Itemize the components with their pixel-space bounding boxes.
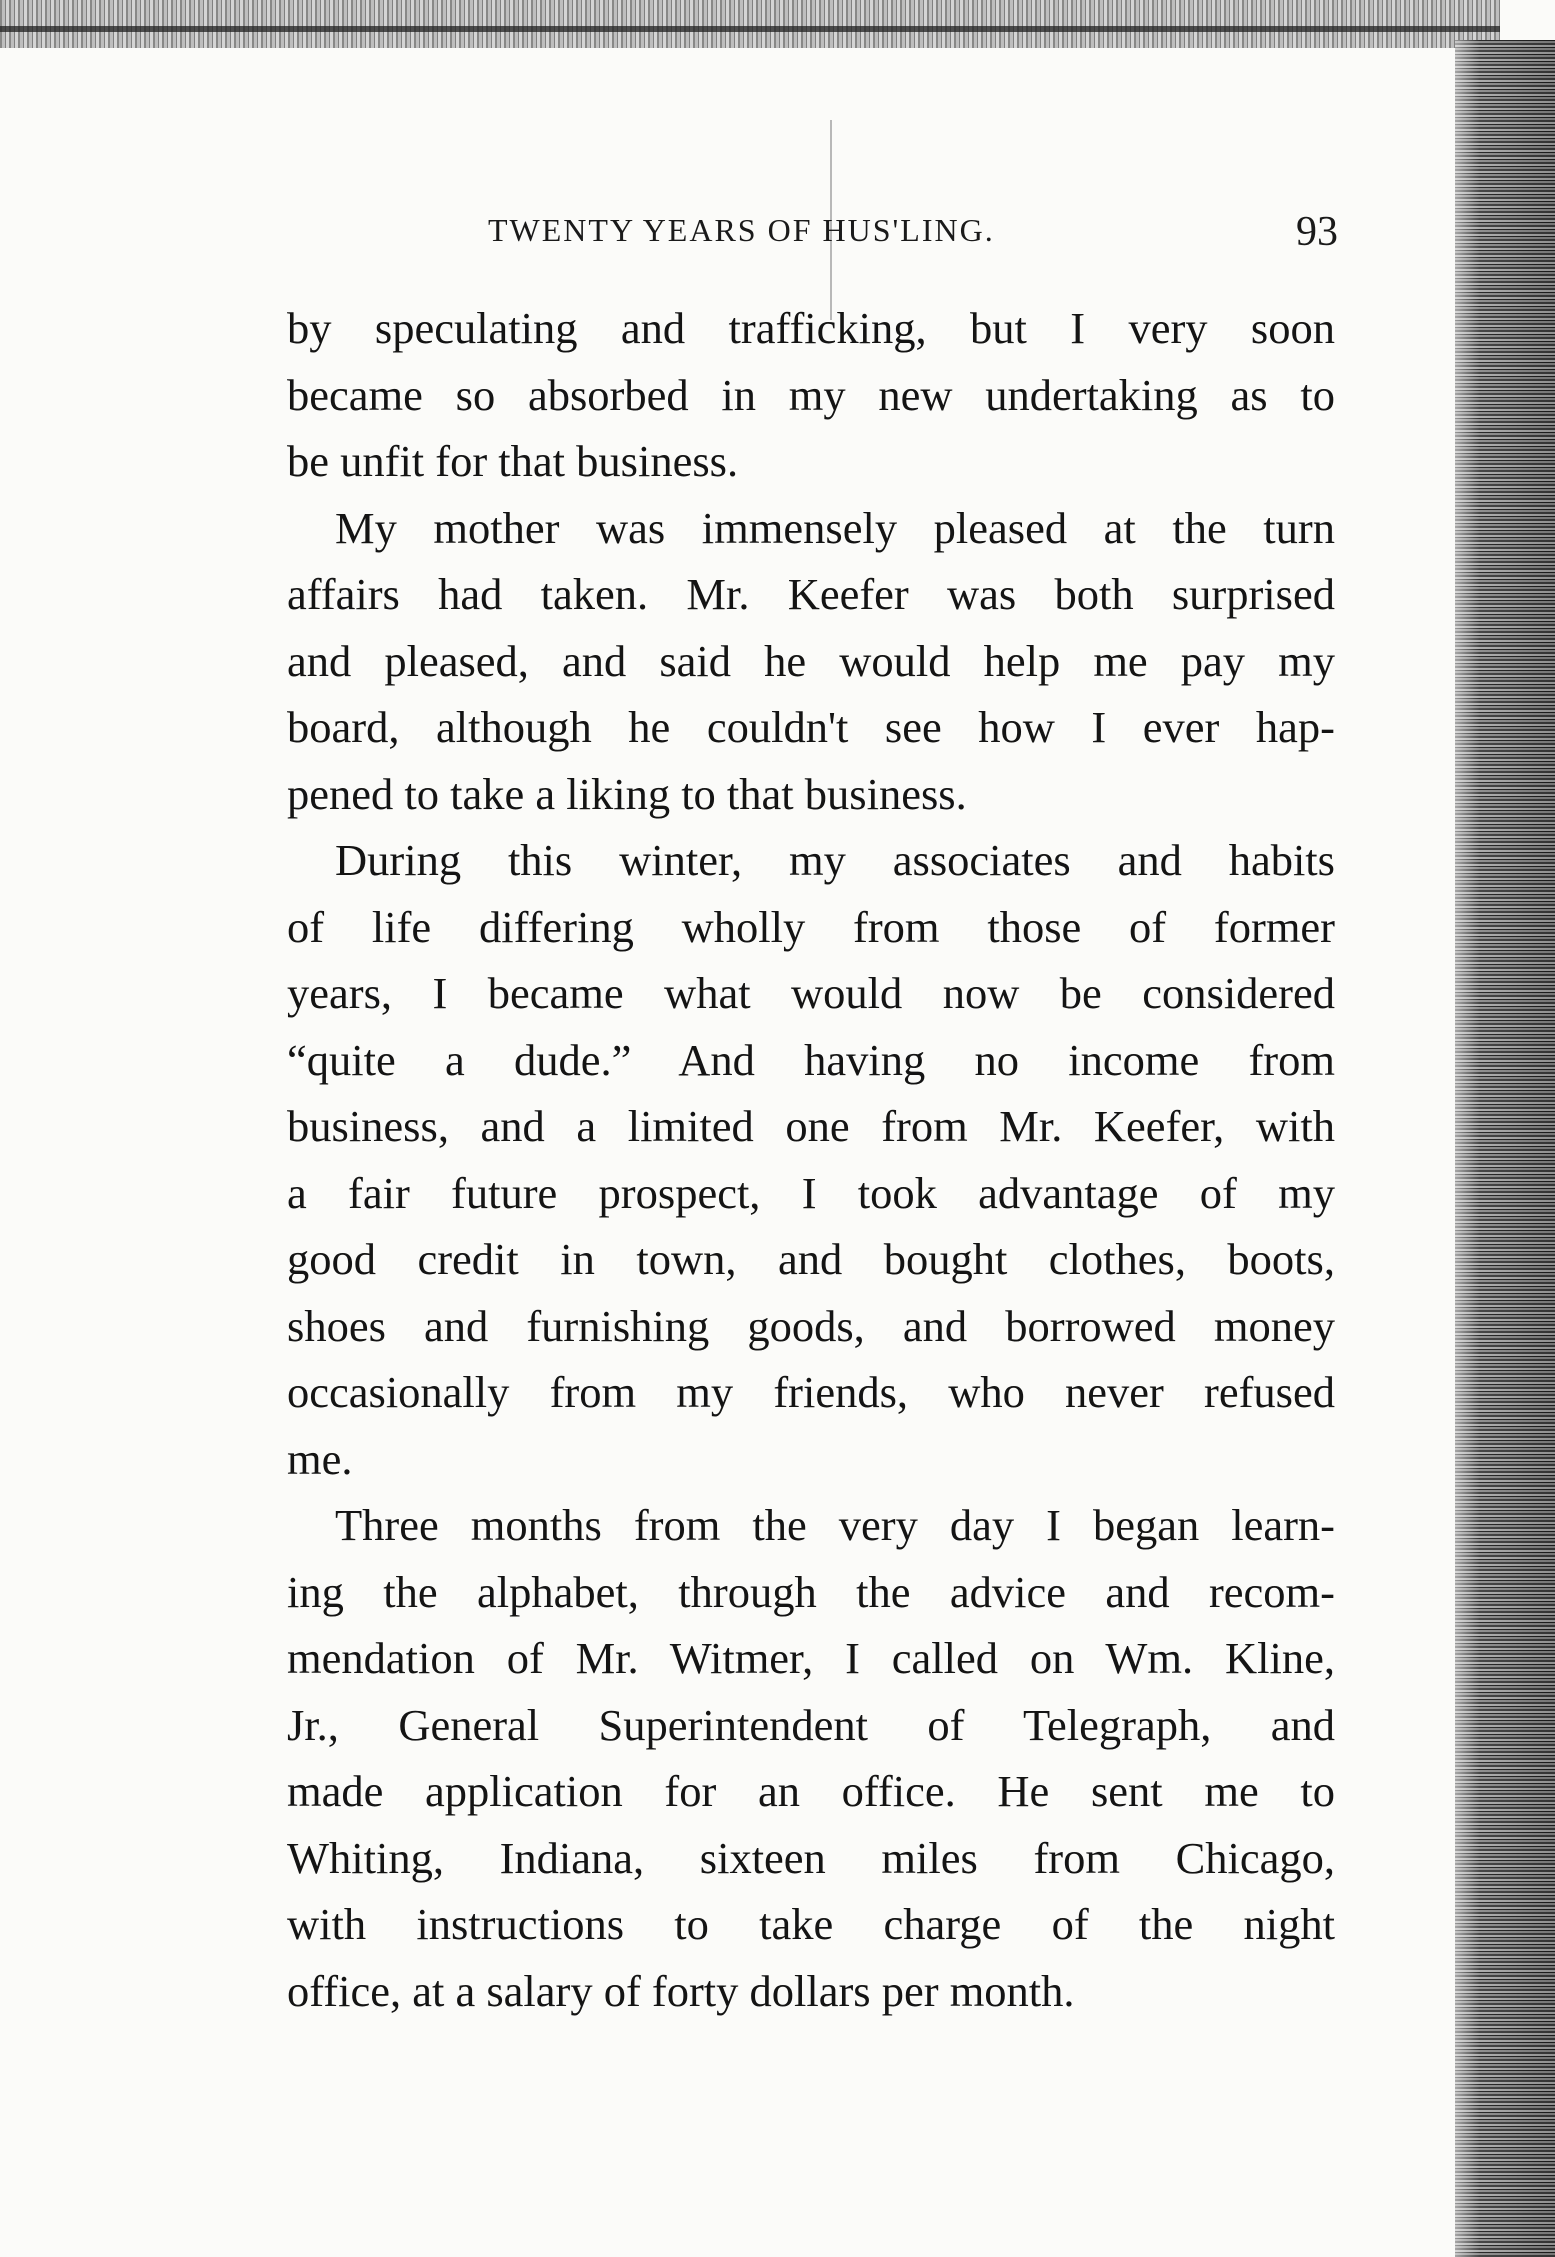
text-line: ing the alphabet, through the advice and recom-: [287, 1566, 1335, 1617]
page-header: [488, 208, 1338, 268]
text-line: shoes and furnishing goods, and borrowed money: [287, 1300, 1335, 1351]
text-line: occasionally from my friends, who never refused: [287, 1367, 1335, 1417]
page-top-edge: [0, 0, 1500, 48]
text-line: business, and a limited one from Mr. Keefer, with: [287, 1101, 1335, 1151]
paragraph: [287, 1492, 1335, 2024]
text-line: Whiting, Indiana, sixteen miles from Chicago,: [287, 1832, 1335, 1883]
text-line: My mother was immensely pleased at the turn: [335, 502, 1335, 553]
text-line: pened to take a liking to that business.: [287, 768, 967, 819]
page-number: 93: [1296, 209, 1338, 255]
text-line: by speculating and trafficking, but I very soon: [287, 303, 1335, 353]
text-line: During this winter, my associates and habits: [335, 835, 1335, 885]
paragraph: [287, 295, 1335, 495]
text-line: with instructions to take charge of the night: [287, 1899, 1335, 1949]
text-line: and pleased, and said he would help me pay my: [287, 635, 1335, 686]
running-head: TWENTY YEARS OF HUS'LING.: [488, 212, 995, 248]
body-text: [287, 295, 1335, 2024]
text-line: me.: [287, 1433, 353, 1484]
text-line: Three months from the very day I began learn-: [335, 1500, 1335, 1550]
text-line: of life differing wholly from those of former: [287, 901, 1335, 952]
text-line: became so absorbed in my new undertaking as to: [287, 369, 1335, 420]
text-line: be unfit for that business.: [287, 436, 739, 486]
paragraph: [287, 495, 1335, 828]
text-line: made application for an office. He sent me to: [287, 1766, 1335, 1816]
text-line: Jr., General Superintendent of Telegraph, and: [287, 1699, 1335, 1750]
text-line: a fair future prospect, I took advantage of my: [287, 1167, 1335, 1218]
paragraph: [287, 827, 1335, 1492]
page-stack-shade: [1455, 40, 1555, 2257]
text-line: “quite a dude.” And having no income from: [287, 1034, 1335, 1085]
text-line: board, although he couldn't see how I ever hap-: [287, 702, 1335, 752]
text-line: affairs had taken. Mr. Keefer was both surprised: [287, 569, 1335, 619]
page-top-rule: [0, 26, 1500, 32]
text-line: mendation of Mr. Witmer, I called on Wm. Kline,: [287, 1633, 1335, 1683]
text-line: good credit in town, and bought clothes, boots,: [287, 1234, 1335, 1284]
text-line: office, at a salary of forty dollars per month.: [287, 1965, 1075, 2016]
text-line: years, I became what would now be considered: [287, 968, 1335, 1018]
